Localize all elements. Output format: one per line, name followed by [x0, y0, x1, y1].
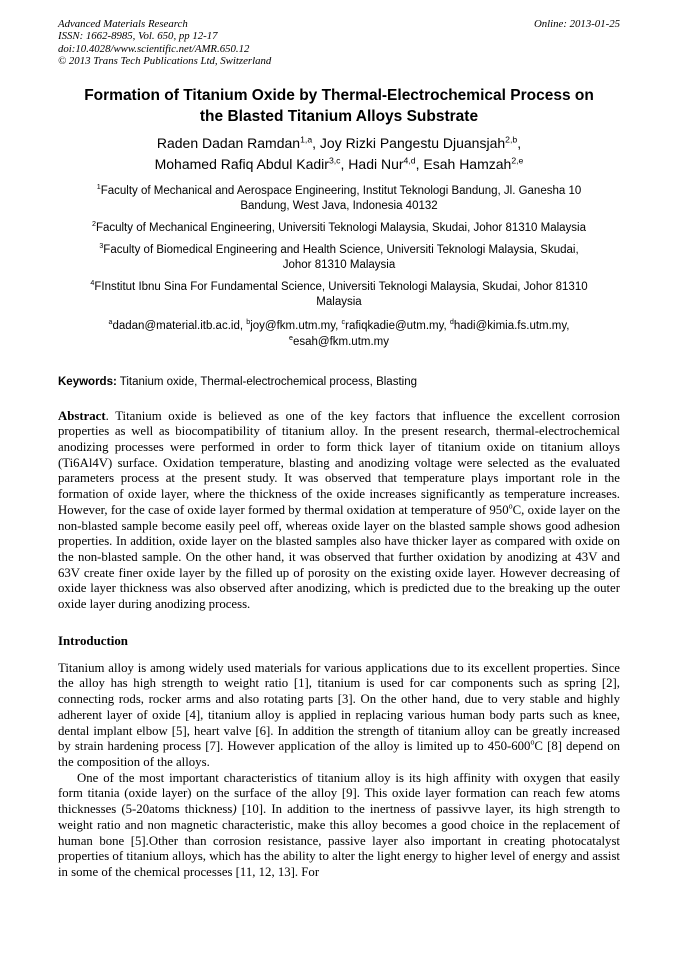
superscript-marker: c — [341, 317, 346, 326]
text-segment: Bandung, West Java, Indonesia 40132 — [240, 199, 438, 212]
text-segment: Titanium alloy is among widely used materials for various applications due to its excellent properties. Since the alloy has high strength to weight ratio [1], titanium is used for car components such as spring [2], connecting rods, rocker arms and also rotating parts [3]. On the other hand, due to very stable and highly adherent layer of oxide [4], titanium alloy is applied in replacing various human body parts such as knee, dental implant elbow [5], heart valve [6]. In addition the strength of titanium alloy can be greatly increased by strain hardening process [7]. However application of the alloy is limited up to 450-600 — [58, 660, 620, 754]
copyright-line: © 2013 Trans Tech Publications Ltd, Switzerland — [58, 55, 272, 68]
authors-line — [58, 133, 620, 175]
paper-title — [58, 85, 620, 128]
superscript-marker: a — [108, 317, 113, 326]
text-segment: Formation of Titanium Oxide by Thermal-Electrochemical Process on — [84, 86, 594, 104]
superscript-marker: 2,b — [505, 133, 518, 144]
text-segment: rafiqkadie@utm.my, — [345, 319, 450, 332]
superscript-marker: b — [246, 317, 251, 326]
affiliation-2 — [58, 221, 620, 236]
text-segment: , Esah Hamzah — [415, 155, 512, 172]
text-segment: Faculty of Biomedical Engineering and Health Science, Universiti Teknologi Malaysia, Skudai, — [103, 243, 579, 256]
issn-volume-line: ISSN: 1662-8985, Vol. 650, pp 12-17 — [58, 30, 218, 43]
affiliation-1 — [58, 184, 620, 214]
text-segment: , — [517, 134, 522, 151]
keywords-text: Titanium oxide, Thermal-electrochemical process, Blasting — [116, 375, 417, 388]
text-segment: dadan@material.itb.ac.id, — [112, 319, 247, 332]
superscript-marker: 2,e — [511, 154, 524, 165]
intro-paragraph-2 — [58, 771, 620, 881]
journal-header-left — [58, 18, 271, 68]
superscript-marker: 3 — [99, 241, 104, 250]
superscript-marker: 1 — [96, 182, 101, 191]
superscript-marker: 1,a — [300, 133, 313, 144]
intro-paragraph-1 — [58, 661, 620, 771]
superscript-marker: o — [508, 501, 513, 511]
keywords-line — [58, 374, 620, 390]
superscript-marker: 4 — [90, 278, 95, 287]
online-date: Online: 2013-01-25 — [533, 18, 620, 30]
affiliation-4 — [58, 280, 620, 310]
text-segment: joy@fkm.utm.my, — [250, 319, 342, 332]
keywords-label: Keywords: — [58, 375, 117, 388]
superscript-marker: e — [289, 333, 293, 342]
text-segment: One of the most important characteristics of titanium alloy is its high affinity with oxygen that easily form titania (oxide layer) on the surface of the alloy [9]. This oxide layer formation can reach few atoms thicknesses (5-20atoms thickness — [58, 770, 620, 817]
text-segment: , Joy Rizki Pangestu Djuansjah — [312, 134, 506, 151]
doi-line: doi:10.4028/www.scientific.net/AMR.650.12 — [58, 42, 250, 55]
superscript-marker: 2 — [91, 219, 96, 228]
text-segment: ) — [232, 802, 237, 817]
text-segment: Faculty of Mechanical Engineering, Universiti Teknologi Malaysia, Skudai, Johor 81310 Malaysia — [95, 221, 587, 234]
journal-header — [58, 18, 620, 68]
journal-name: Advanced Materials Research — [58, 18, 188, 30]
text-segment: C [8] depend on the composition of the alloys. — [58, 739, 620, 769]
text-segment: Johor 81310 Malaysia — [282, 258, 396, 271]
text-segment: FInstitut Ibnu Sina For Fundamental Science, Universiti Teknologi Malaysia, Skudai, Johor 81310 — [94, 280, 588, 293]
text-segment: Malaysia — [316, 295, 362, 308]
text-segment: Mohamed Rafiq Abdul Kadir — [154, 155, 329, 172]
superscript-marker: 3,c — [328, 154, 341, 165]
text-segment: Faculty of Mechanical and Aerospace Engineering, Institut Teknologi Bandung, Jl. Ganesha 10 — [100, 184, 582, 197]
text-segment: [10]. In addition to the inertness of passivve layer, its high strength to weight ratio and non magnetic characteristic, make this alloy becomes a good choice in the replacement of human bone [5].Other than corrosion resistance, passive layer also important in creating photocatalyst properties of titanium alloys, which has the ability to alter the light energy to higher level of energy and assist in some of the chemical processes [11, 12, 13]. For — [58, 802, 620, 879]
text-segment: , Hadi Nur — [340, 155, 404, 172]
abstract-paragraph — [58, 409, 620, 613]
text-segment: C, oxide layer on the non-blasted sample become easily peel off, whereas oxide layer on the blasted sample shows good adhesion properties. In addition, oxide layer on the blasted samples also have thicker layer as compared with oxide on the non-blasted sample. On the other hand, it was observed that further oxidation by anodizing at 43V and 63V create finer oxide layer by the filled up of porosity on the existing oxide layer. However decreasing of oxide layer thickness was also observed after anodizing, which is predicted due to the breaking up the outer oxide layer during anodizing process. — [58, 502, 621, 612]
affiliation-3 — [58, 243, 620, 273]
text-segment: Raden Dadan Ramdan — [156, 134, 301, 151]
text-segment: the Blasted Titanium Alloys Substrate — [199, 108, 479, 126]
text-segment: . Titanium oxide is believed as one of the key factors that influence the excellent corrosion properties as well as biocompatibility of titanium alloy. In the present research, thermal-electrochemical anodizing processes were performed in order to form thick layer of titanium oxide on titanium alloys (Ti6Al4V) surface. Oxidation temperature, blasting and anodizing voltage were selected as the evaluated parameters process at the present study. It was observed that temperature plays important role in the formation of oxide layer, where the thickness of the oxide increases significantly as temperature increases. However, for the case of oxide layer formed by thermal oxidation at temperature of 950 — [58, 408, 620, 517]
author-emails — [58, 318, 620, 350]
text-segment: hadi@kimia.fs.utm.my, — [453, 319, 570, 332]
text-segment: Abstract — [58, 408, 106, 423]
text-segment: esah@fkm.utm.my — [292, 335, 389, 348]
affiliations-block — [58, 184, 620, 310]
section-heading-introduction: Introduction — [58, 633, 128, 648]
superscript-marker: o — [530, 738, 535, 748]
superscript-marker: d — [449, 317, 454, 326]
superscript-marker: 4,d — [403, 154, 416, 165]
